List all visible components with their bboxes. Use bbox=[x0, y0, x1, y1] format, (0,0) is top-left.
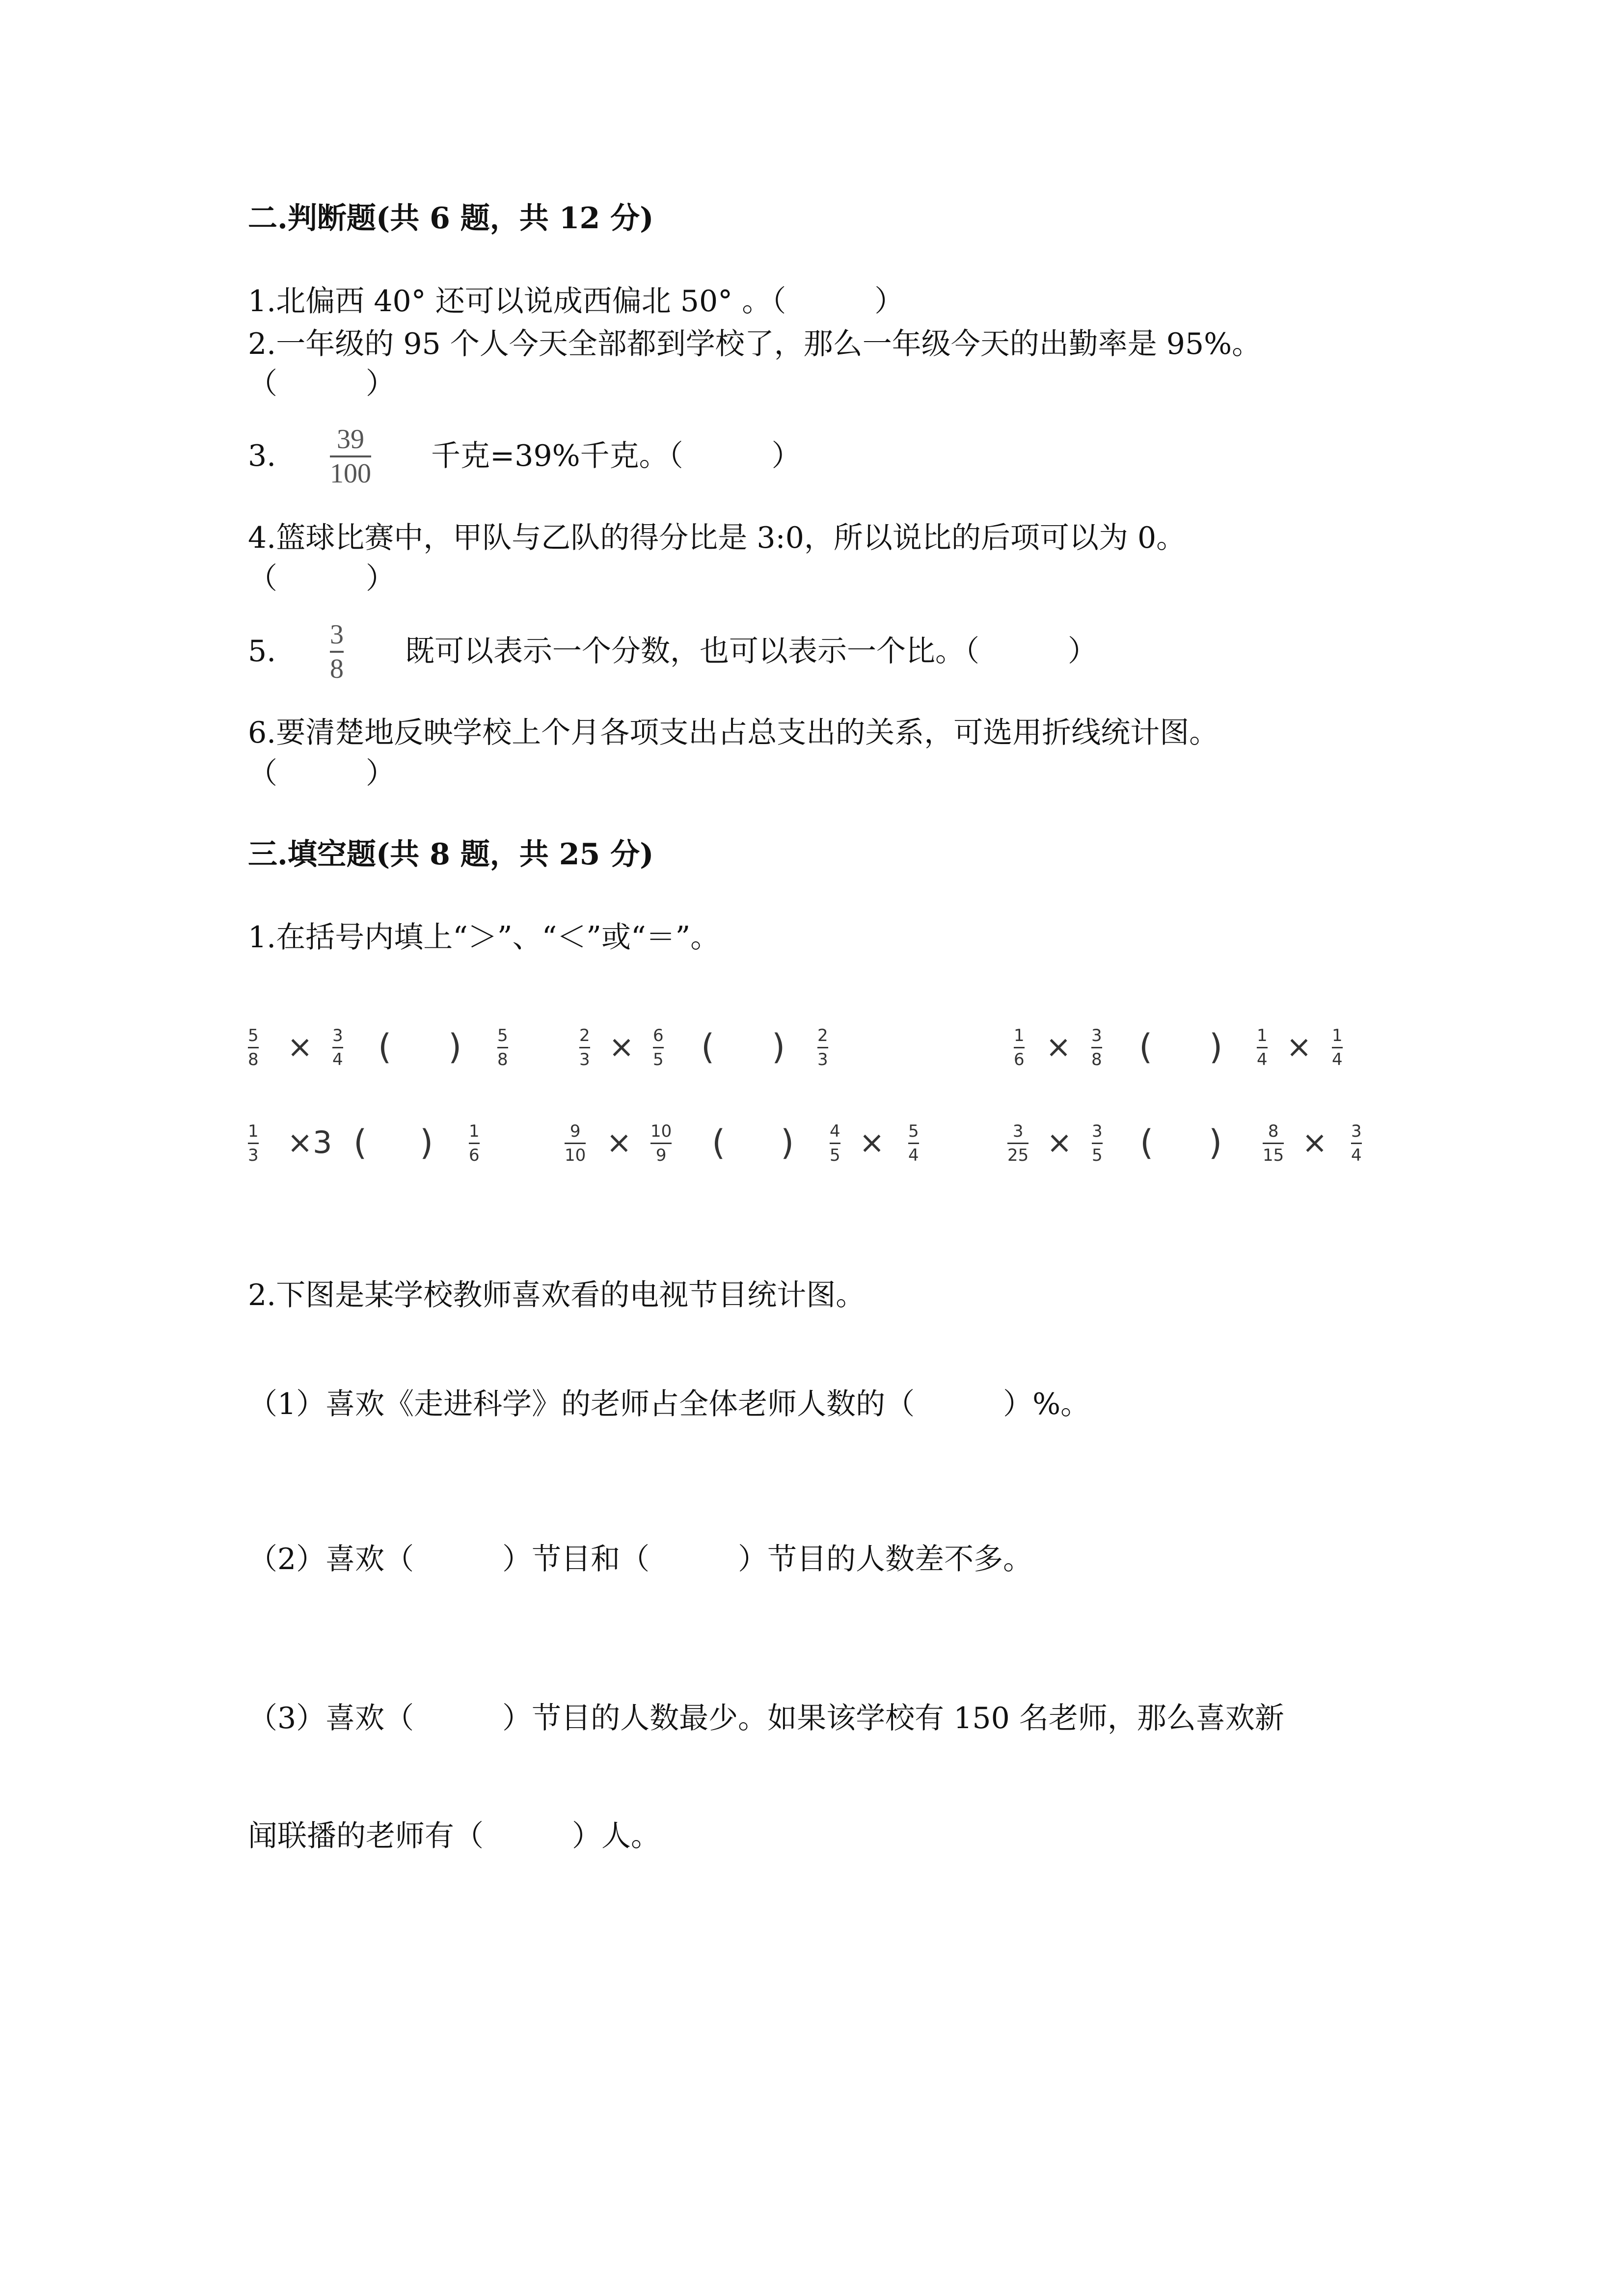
answer-paren-right[interactable]: ) bbox=[772, 1027, 785, 1067]
fraction-bar bbox=[497, 1047, 508, 1048]
fraction-bar bbox=[1351, 1143, 1362, 1144]
comparison-r1c2 bbox=[579, 1026, 854, 1099]
fraction-bar bbox=[1014, 1047, 1025, 1048]
answer-paren-left[interactable]: ( bbox=[1140, 1122, 1154, 1163]
judge-question-5-fraction bbox=[330, 620, 344, 683]
answer-paren-left[interactable]: ( bbox=[701, 1027, 715, 1067]
judge-question-4-answer-paren[interactable]: （ ） bbox=[248, 561, 395, 596]
fraction bbox=[908, 1121, 919, 1165]
fraction bbox=[1014, 1026, 1025, 1069]
fraction bbox=[248, 1121, 259, 1165]
fraction-denominator: 4 bbox=[1257, 1050, 1268, 1069]
fraction bbox=[1092, 1121, 1103, 1165]
fraction-bar bbox=[330, 455, 371, 457]
fraction-bar bbox=[579, 1047, 590, 1048]
fraction-denominator: 9 bbox=[655, 1146, 667, 1165]
fraction-bar bbox=[248, 1047, 259, 1048]
comparison-r2c1 bbox=[248, 1121, 503, 1195]
fraction-numerator: 5 bbox=[248, 1026, 259, 1045]
comparison-r1c3 bbox=[1014, 1026, 1377, 1099]
fraction bbox=[579, 1026, 590, 1069]
fraction-bar bbox=[1263, 1143, 1284, 1144]
fraction-denominator: 8 bbox=[248, 1050, 259, 1069]
fraction-denominator: 6 bbox=[469, 1146, 480, 1165]
answer-paren-right[interactable]: ) bbox=[448, 1027, 462, 1067]
fraction-numerator: 1 bbox=[1257, 1026, 1268, 1045]
fill-question-2-sub-1: （1）喜欢《走进科学》的老师占全体老师人数的（ ）%。 bbox=[248, 1387, 1090, 1421]
fraction-numerator: 2 bbox=[579, 1026, 590, 1045]
answer-paren-right[interactable]: ) bbox=[420, 1122, 433, 1163]
fraction-numerator: 9 bbox=[569, 1121, 581, 1141]
fill-question-1: 1.在括号内填上“＞”、“＜”或“＝”。 bbox=[248, 920, 720, 955]
fraction-numerator: 3 bbox=[1091, 1026, 1102, 1045]
fraction-denominator: 4 bbox=[1332, 1050, 1343, 1069]
comparison-r2c3 bbox=[1007, 1121, 1380, 1195]
answer-paren-right[interactable]: ) bbox=[781, 1122, 794, 1163]
fill-question-2-sub-2: （2）喜欢（ ）节目和（ ）节目的人数差不多。 bbox=[248, 1542, 1033, 1576]
fill-question-2: 2.下图是某学校教师喜欢看的电视节目统计图。 bbox=[248, 1278, 866, 1312]
fraction bbox=[830, 1121, 840, 1165]
fraction-numerator: 6 bbox=[653, 1026, 664, 1045]
multiply-sign: × bbox=[859, 1124, 885, 1160]
fraction-bar bbox=[248, 1143, 259, 1144]
fraction-numerator: 3 bbox=[330, 619, 344, 650]
fraction-bar bbox=[817, 1047, 828, 1048]
fraction-denominator: 3 bbox=[817, 1050, 828, 1069]
fraction bbox=[1257, 1026, 1268, 1069]
fraction-bar bbox=[469, 1143, 480, 1144]
multiply-sign: × bbox=[287, 1029, 313, 1065]
answer-paren-left[interactable]: ( bbox=[1139, 1027, 1153, 1067]
judge-question-3-fraction bbox=[330, 425, 371, 488]
fraction-denominator: 15 bbox=[1263, 1146, 1284, 1165]
fraction-bar bbox=[1007, 1143, 1029, 1144]
judge-question-6: 6.要清楚地反映学校上个月各项支出占总支出的关系，可选用折线统计图。 bbox=[248, 716, 1219, 750]
fraction-bar bbox=[330, 651, 344, 653]
fraction-bar bbox=[908, 1143, 919, 1144]
fill-question-2-sub-3-line-2: 闻联播的老师有（ ）人。 bbox=[248, 1819, 660, 1853]
answer-paren-left[interactable]: ( bbox=[353, 1122, 367, 1163]
fraction-denominator: 4 bbox=[908, 1146, 919, 1165]
answer-paren-left[interactable]: ( bbox=[712, 1122, 726, 1163]
multiply-sign: × bbox=[609, 1029, 634, 1065]
judge-question-1: 1.北偏西 40° 还可以说成西偏北 50° 。（ ） bbox=[248, 284, 904, 319]
fraction-denominator: 100 bbox=[330, 458, 371, 489]
fraction bbox=[332, 1026, 343, 1069]
judge-question-5-text: 既可以表示一个分数，也可以表示一个比。（ ） bbox=[405, 634, 1097, 668]
fraction bbox=[1351, 1121, 1362, 1165]
fraction-denominator: 10 bbox=[565, 1146, 586, 1165]
answer-paren-left[interactable]: ( bbox=[378, 1027, 392, 1067]
multiply-sign: × bbox=[1047, 1124, 1072, 1160]
judge-question-3-number: 3. bbox=[248, 439, 276, 473]
fraction-numerator: 1 bbox=[1332, 1026, 1343, 1045]
fraction-numerator: 8 bbox=[1268, 1121, 1279, 1141]
fraction-bar bbox=[332, 1047, 343, 1048]
fraction-denominator: 3 bbox=[579, 1050, 590, 1069]
fraction bbox=[1007, 1121, 1029, 1165]
fraction bbox=[565, 1121, 586, 1165]
comparison-r1c1 bbox=[248, 1026, 542, 1099]
multiply-sign: ×3 bbox=[287, 1124, 332, 1160]
fraction bbox=[653, 1026, 664, 1069]
judge-question-2-answer-paren[interactable]: （ ） bbox=[248, 367, 395, 401]
fraction-denominator: 6 bbox=[1014, 1050, 1025, 1069]
fraction-bar bbox=[830, 1143, 840, 1144]
fill-question-2-sub-3-line-1: （3）喜欢（ ）节目的人数最少。如果该学校有 150 名老师，那么喜欢新 bbox=[248, 1701, 1284, 1735]
fraction-numerator: 3 bbox=[1012, 1121, 1024, 1141]
fraction-numerator: 1 bbox=[469, 1121, 480, 1141]
fraction-bar bbox=[1257, 1047, 1268, 1048]
fraction-bar bbox=[1332, 1047, 1343, 1048]
multiply-sign: × bbox=[606, 1124, 632, 1160]
answer-paren-right[interactable]: ) bbox=[1209, 1122, 1222, 1163]
fraction-numerator: 3 bbox=[332, 1026, 343, 1045]
fraction bbox=[469, 1121, 480, 1165]
fraction-numerator: 39 bbox=[337, 424, 364, 454]
judge-question-3-text: 千克=39%千克。（ ） bbox=[431, 439, 801, 473]
comparison-r2c2 bbox=[565, 1121, 938, 1195]
fraction bbox=[248, 1026, 259, 1069]
fraction bbox=[497, 1026, 508, 1069]
multiply-sign: × bbox=[1046, 1029, 1071, 1065]
multiply-sign: × bbox=[1286, 1029, 1312, 1065]
fraction-denominator: 5 bbox=[1092, 1146, 1103, 1165]
fraction bbox=[817, 1026, 828, 1069]
fraction-denominator: 5 bbox=[653, 1050, 664, 1069]
fraction-numerator: 4 bbox=[830, 1121, 840, 1141]
judge-question-6-answer-paren[interactable]: （ ） bbox=[248, 756, 395, 791]
fraction bbox=[1091, 1026, 1102, 1069]
fraction-denominator: 3 bbox=[248, 1146, 259, 1165]
fraction-bar bbox=[653, 1047, 664, 1048]
fraction-bar bbox=[1091, 1047, 1102, 1048]
fraction-denominator: 8 bbox=[1091, 1050, 1102, 1069]
fraction-numerator: 5 bbox=[908, 1121, 919, 1141]
fraction-denominator: 8 bbox=[497, 1050, 508, 1069]
answer-paren-right[interactable]: ) bbox=[1209, 1027, 1223, 1067]
judge-question-5-number: 5. bbox=[248, 634, 276, 668]
fraction-denominator: 8 bbox=[330, 654, 344, 684]
fraction-numerator: 1 bbox=[248, 1121, 259, 1141]
fraction-denominator: 4 bbox=[332, 1050, 343, 1069]
fraction bbox=[1332, 1026, 1343, 1069]
fraction-bar bbox=[1092, 1143, 1103, 1144]
fraction bbox=[1263, 1121, 1284, 1165]
fraction-denominator: 25 bbox=[1007, 1146, 1029, 1165]
multiply-sign: × bbox=[1302, 1124, 1327, 1160]
fraction-numerator: 5 bbox=[497, 1026, 508, 1045]
fraction-numerator: 10 bbox=[650, 1121, 672, 1141]
fraction-denominator: 4 bbox=[1351, 1146, 1362, 1165]
judge-question-4: 4.篮球比赛中，甲队与乙队的得分比是 3:0，所以说比的后项可以为 0。 bbox=[248, 521, 1186, 555]
fraction-numerator: 1 bbox=[1014, 1026, 1025, 1045]
section-3-heading: 三.填空题(共 8 题，共 25 分) bbox=[248, 837, 654, 872]
fraction-numerator: 2 bbox=[817, 1026, 828, 1045]
fraction-bar bbox=[650, 1143, 672, 1144]
fraction-numerator: 3 bbox=[1351, 1121, 1362, 1141]
fraction-numerator: 3 bbox=[1092, 1121, 1103, 1141]
fraction bbox=[650, 1121, 672, 1165]
section-2-heading: 二.判断题(共 6 题，共 12 分) bbox=[248, 201, 654, 236]
judge-question-2: 2.一年级的 95 个人今天全部都到学校了，那么一年级今天的出勤率是 95%。 bbox=[248, 327, 1262, 361]
fraction-denominator: 5 bbox=[830, 1146, 840, 1165]
fraction-bar bbox=[565, 1143, 586, 1144]
